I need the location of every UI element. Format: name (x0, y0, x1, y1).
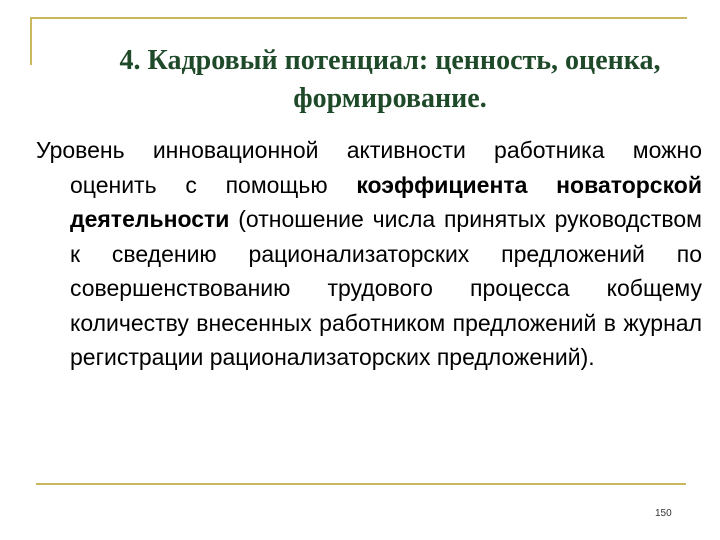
slide-title (80, 42, 700, 118)
frame-top-line (32, 17, 687, 19)
body-paragraph (36, 133, 702, 375)
frame-left-line (30, 17, 32, 65)
title-line-2: формирование. (293, 83, 487, 114)
page-number: 150 (655, 508, 672, 519)
frame-bottom-line (36, 483, 686, 485)
body-text-end: (отношение числа принятых руководством к сведению рационализаторских предложений по совершенствованию трудового процесса кобщему количеству внесенных работником предложений в журнал регистрации рационализаторских предложений). (70, 206, 702, 370)
title-line-1: 4. Кадровый потенциал: ценность, оценка, (119, 45, 661, 76)
body-text-start: Уровень инновационной активности работника можно оценить с помощью (36, 137, 702, 198)
body-text-bold-term: коэффициента новаторской деятельности (70, 171, 702, 232)
